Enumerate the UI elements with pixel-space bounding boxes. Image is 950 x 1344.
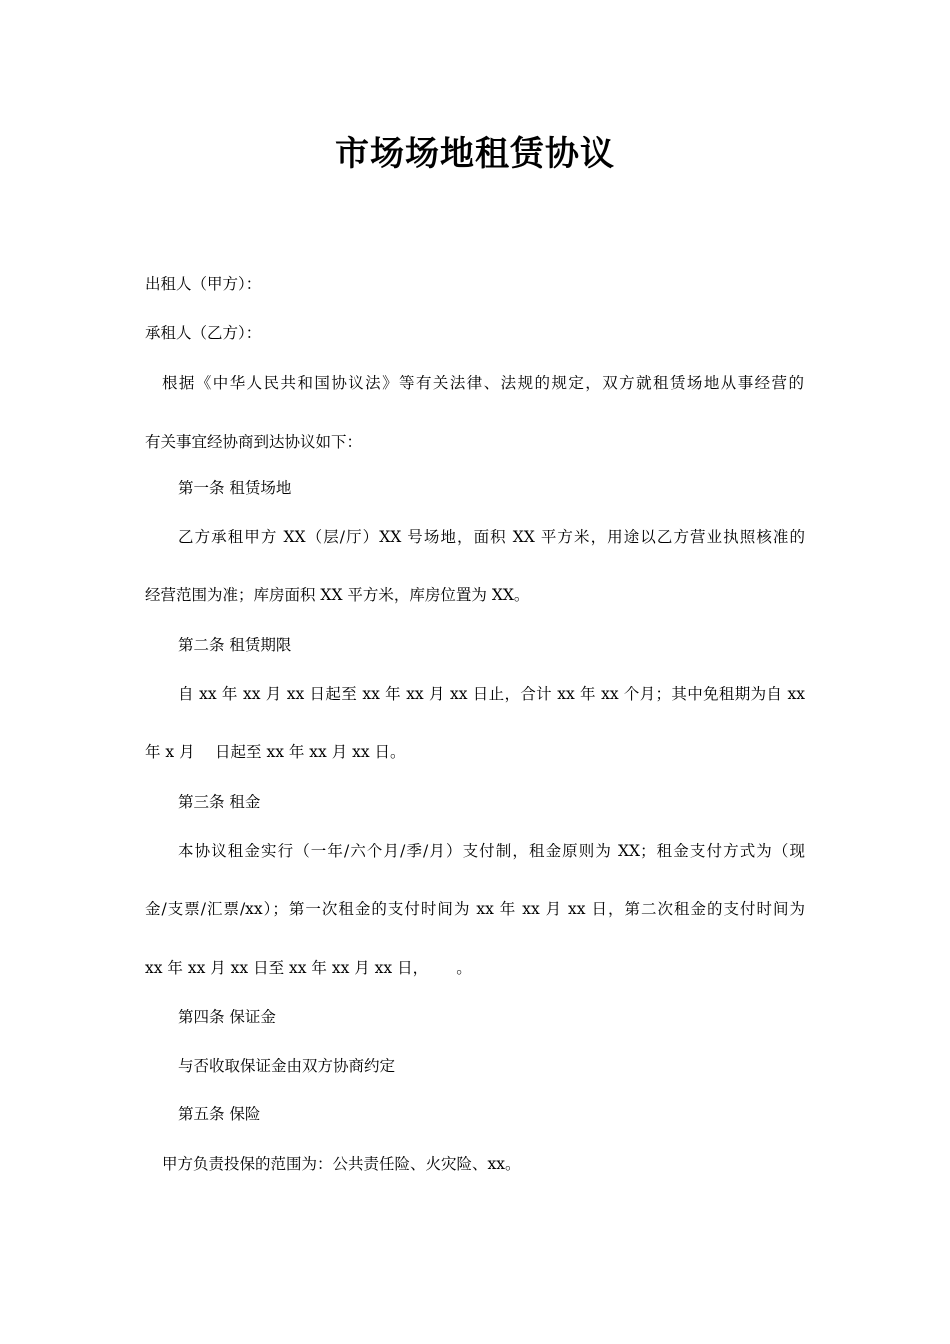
article-1-heading: 第一条 租赁场地 — [178, 479, 292, 497]
lessor-label: 出租人（甲方）： — [145, 275, 262, 293]
article-4-line-1: 与否收取保证金由双方协商约定 — [178, 1057, 396, 1075]
article-2-heading: 第二条 租赁期限 — [178, 636, 292, 654]
article-5-line-1: 甲方负责投保的范围为：公共责任险、火灾险、xx。 — [162, 1155, 521, 1173]
article-2-line-1: 自 xx 年 xx 月 xx 日起至 xx 年 xx 月 xx 日止，合计 xx 年 xx 个月；其中免租期为自 xx — [178, 685, 805, 703]
preamble-line-2: 有关事宜经协商到达协议如下： — [145, 433, 363, 451]
article-2-line-2: 年 x 月 日起至 xx 年 xx 月 xx 日。 — [145, 743, 406, 761]
document-title: 市场场地租赁协议 — [335, 134, 615, 174]
article-3-line-3: xx 年 xx 月 xx 日至 xx 年 xx 月 xx 日， 。 — [145, 959, 472, 977]
article-4-heading: 第四条 保证金 — [178, 1008, 276, 1026]
article-1-line-1: 乙方承租甲方 XX（层/厅）XX 号场地，面积 XX 平方米，用途以乙方营业执照核准的 — [178, 528, 805, 546]
article-3-line-1: 本协议租金实行（一年/六个月/季/月）支付制，租金原则为 XX；租金支付方式为（现 — [178, 842, 805, 860]
article-3-heading: 第三条 租金 — [178, 793, 261, 811]
article-5-heading: 第五条 保险 — [178, 1105, 261, 1123]
preamble-line-1: 根据《中华人民共和国协议法》等有关法律、法规的规定，双方就租赁场地从事经营的 — [162, 374, 804, 392]
article-1-line-2: 经营范围为准；库房面积 XX 平方米，库房位置为 XX。 — [145, 586, 530, 604]
article-3-line-2: 金/支票/汇票/xx）；第一次租金的支付时间为 xx 年 xx 月 xx 日，第二次租金的支付时间为 — [145, 900, 805, 918]
lessee-label: 承租人（乙方）： — [145, 324, 262, 342]
